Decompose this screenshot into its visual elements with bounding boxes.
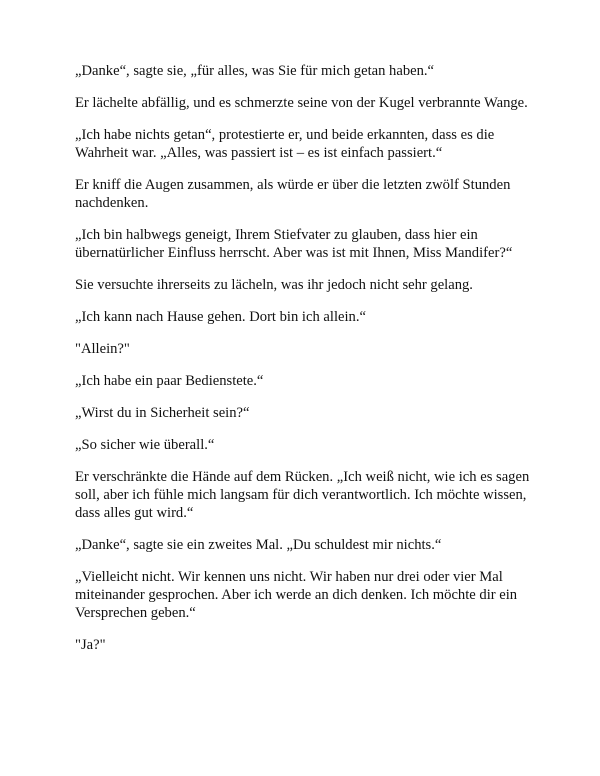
paragraph: „Vielleicht nicht. Wir kennen uns nicht. Wir haben nur drei oder vier Mal miteinander gesprochen. Aber ich werde an dich denken. Ich möchte dir ein Versprechen geben.“ (75, 569, 518, 621)
paragraph: „Ich habe ein paar Bedienstete.“ (75, 373, 264, 389)
paragraph: "Allein?" (75, 341, 130, 357)
paragraph: Er verschränkte die Hände auf dem Rücken. „Ich weiß nicht, wie ich es sagen soll, aber ich fühle mich langsam für dich verantwortlich. Ich möchte wissen, dass alles gut wird.“ (75, 469, 530, 521)
paragraph: „Wirst du in Sicherheit sein?“ (75, 405, 250, 421)
paragraph: „Ich bin halbwegs geneigt, Ihrem Stiefvater zu glauben, dass hier ein übernatürlicher Einfluss herrscht. Aber was ist mit Ihnen, Miss Mandifer?“ (75, 227, 513, 261)
paragraph: „Ich habe nichts getan“, protestierte er, und beide erkannten, dass es die Wahrheit war. „Alles, was passiert ist – es ist einfach passiert.“ (75, 127, 495, 161)
body-text (75, 62, 545, 668)
paragraph: Sie versuchte ihrerseits zu lächeln, was ihr jedoch nicht sehr gelang. (75, 277, 473, 293)
paragraph: Er kniff die Augen zusammen, als würde er über die letzten zwölf Stunden nachdenken. (75, 177, 511, 211)
paragraph: Er lächelte abfällig, und es schmerzte seine von der Kugel verbrannte Wange. (75, 95, 528, 111)
paragraph: „So sicher wie überall.“ (75, 437, 215, 453)
paragraph: „Danke“, sagte sie, „für alles, was Sie für mich getan haben.“ (75, 63, 435, 79)
paragraph: „Ich kann nach Hause gehen. Dort bin ich allein.“ (75, 309, 366, 325)
paragraph: „Danke“, sagte sie ein zweites Mal. „Du schuldest mir nichts.“ (75, 537, 442, 553)
paragraph: "Ja?" (75, 637, 106, 653)
